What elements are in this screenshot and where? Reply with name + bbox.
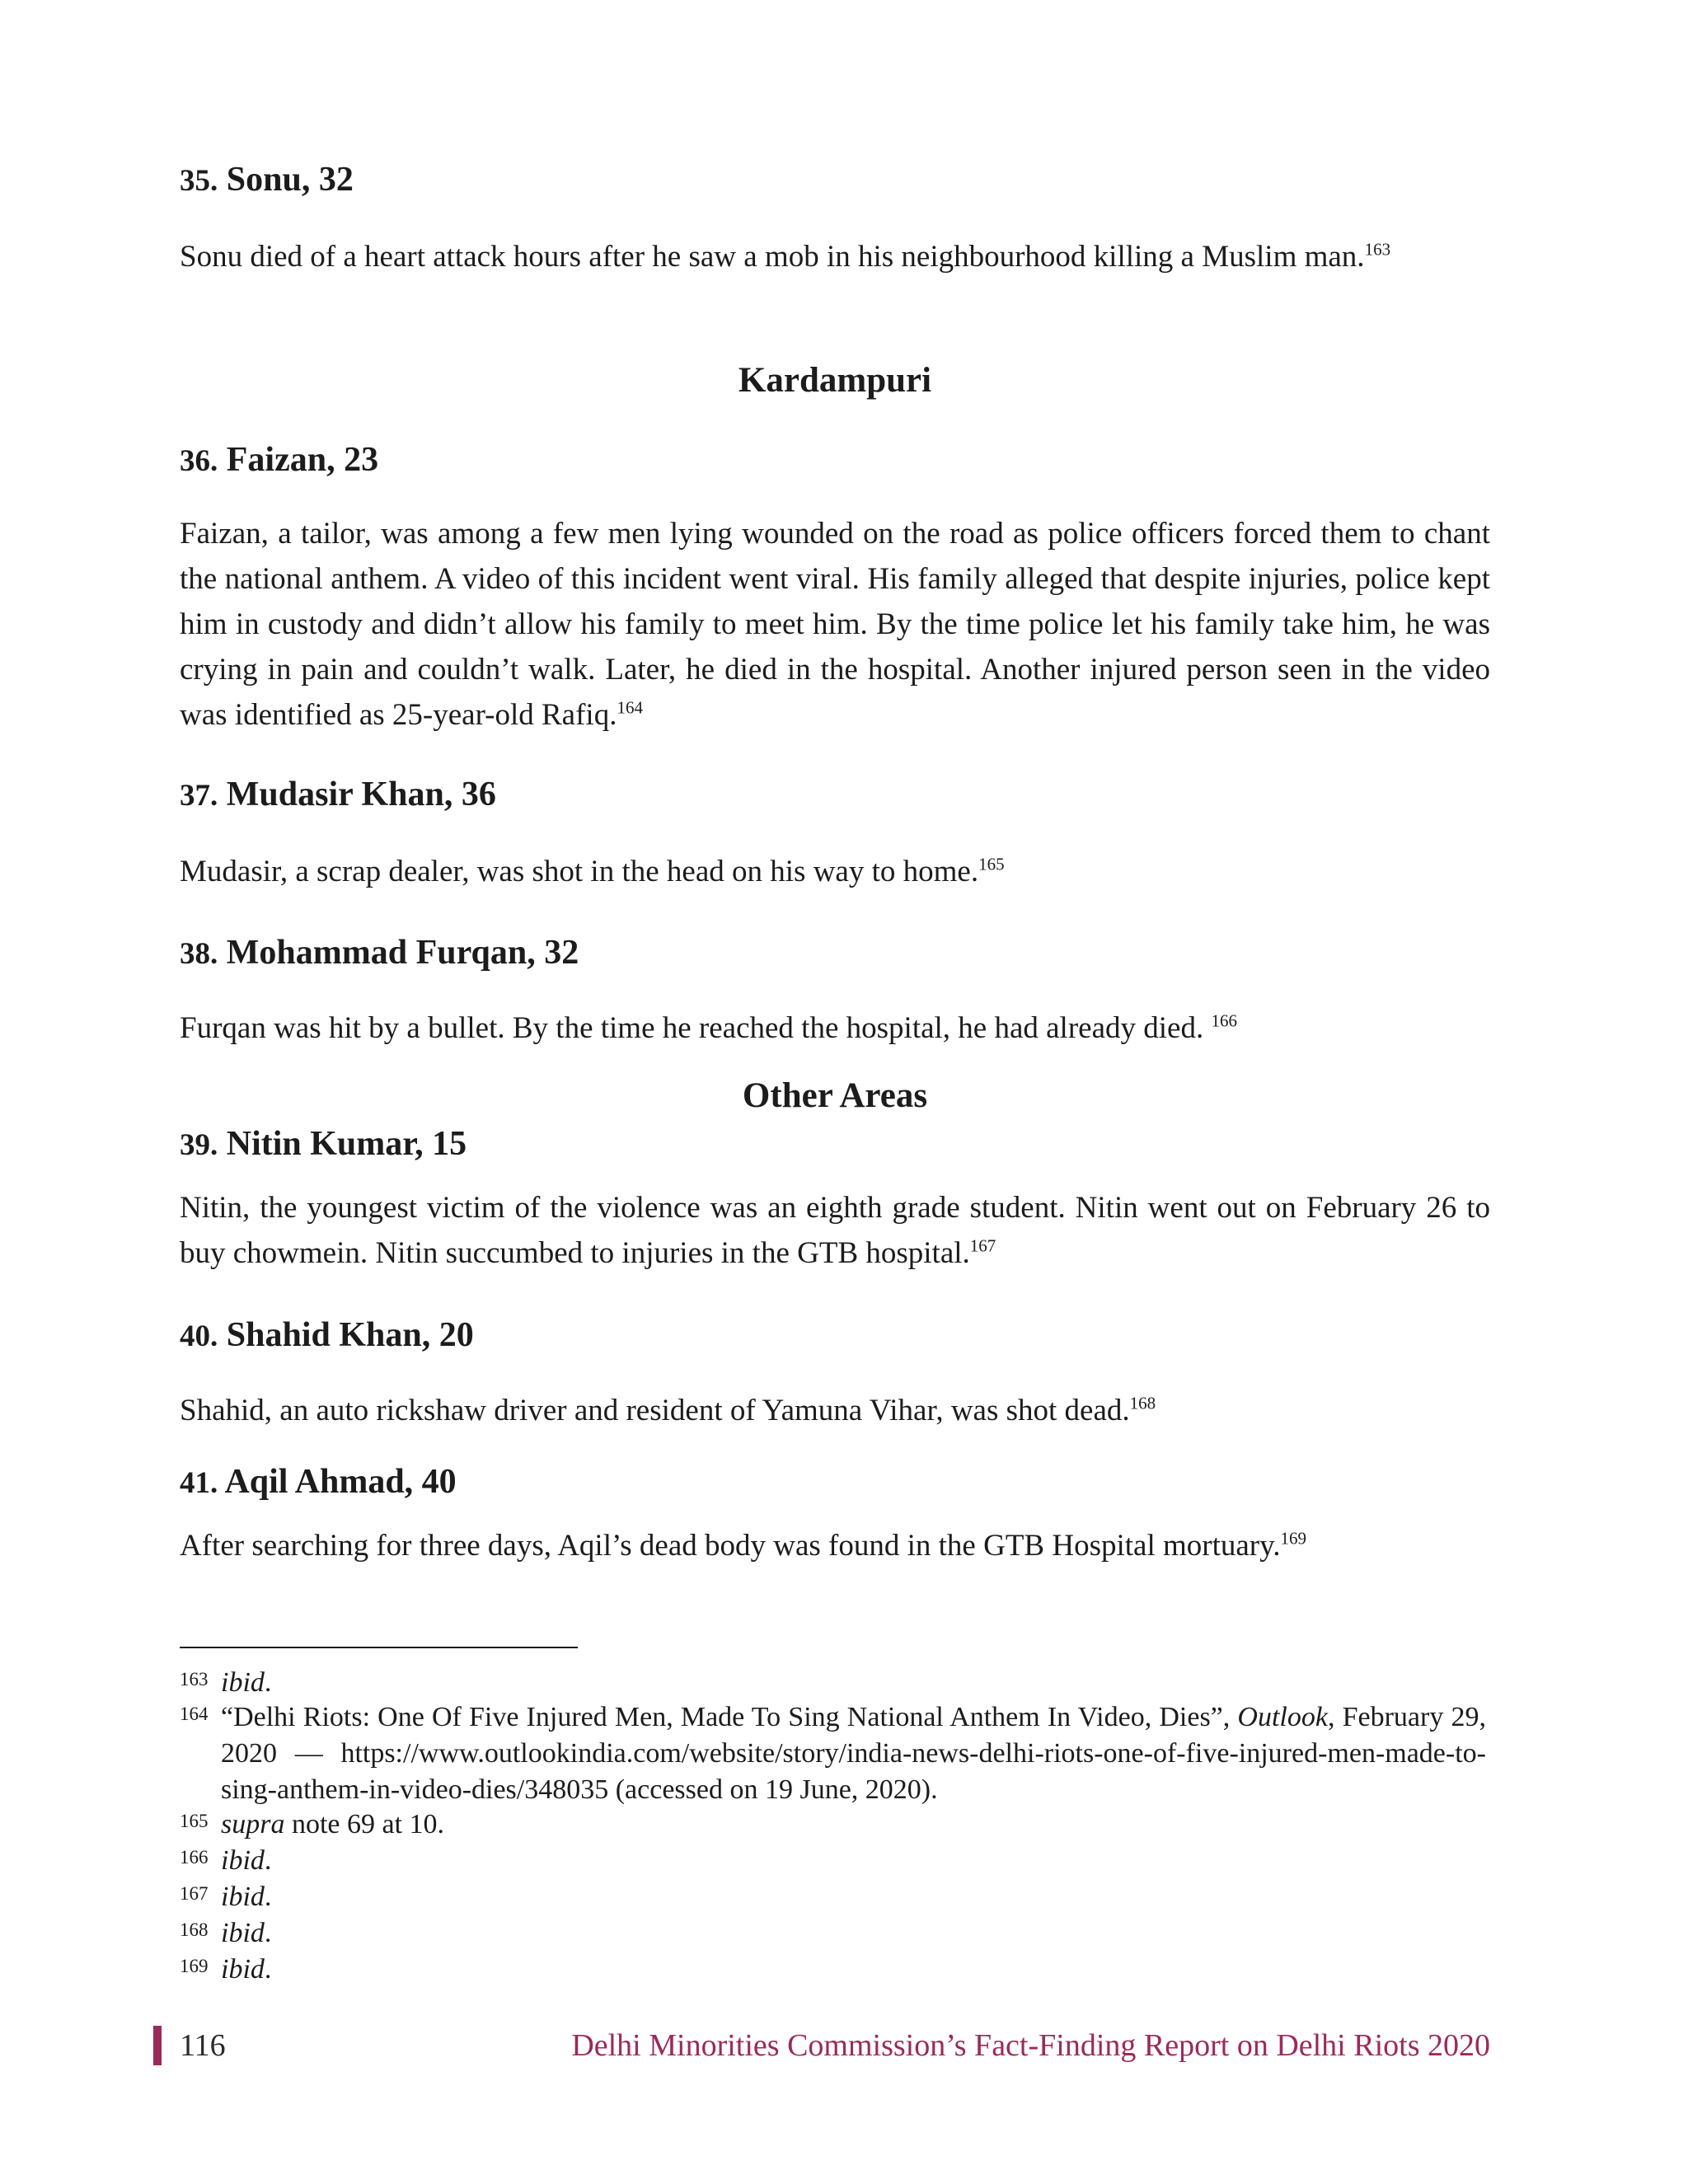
footnote: 165 supra note 69 at 10.: [180, 1809, 445, 1840]
footnote-ref: 168: [1129, 1393, 1156, 1413]
entry-heading: 37. Mudasir Khan, 36: [180, 776, 496, 813]
entry-paragraph: Nitin, the youngest victim of the violence was an eighth grade student. Nitin went out on February 26 to buy chowmein. Nitin succumbed to injuries in the GTB hospital.$^{167}$: [180, 1191, 1490, 1270]
footnote-ref: 169: [1280, 1528, 1306, 1549]
footnote: 164 “Delhi Riots: One Of Five Injured Men, Made To Sing National Anthem In Video, Dies”, Outlook, February 29, 2020 — https://www.outlookindia.com/website/story/india-news-delhi-riots-one-of-five-injured-men-made-to-sing-anthem-in-video-dies/348035 (accessed on 19 June, 2020).: [180, 1702, 1486, 1805]
footnote: 169 ibid.: [180, 1954, 272, 1985]
entry-heading: 36. Faizan, 23: [180, 441, 379, 479]
entry-heading: 41. Aqil Ahmad, 40: [180, 1463, 457, 1501]
entry-heading: 38. Mohammad Furqan, 32: [180, 934, 579, 972]
footnote-separator: [180, 1647, 578, 1648]
footnote-ref: 163: [1364, 239, 1391, 260]
footnote-ref: 166: [1211, 1010, 1237, 1031]
entry-paragraph: Sonu died of a heart attack hours after he saw a mob in his neighbourhood killing a Muslim man.$^{163}$: [180, 239, 1391, 274]
running-footer-title: Delhi Minorities Commission’s Fact-Finding Report on Delhi Riots 2020: [571, 2028, 1490, 2063]
footnote-ref: 165: [978, 854, 1005, 874]
entry-paragraph: Furqan was hit by a bullet. By the time he reached the hospital, he had already died. $^{166}$: [180, 1010, 1237, 1045]
page-number: 116: [180, 2028, 226, 2063]
section-heading-other-areas: Other Areas: [742, 1076, 928, 1115]
entry-paragraph: Shahid, an auto rickshaw driver and resident of Yamuna Vihar, was shot dead.$^{168}$: [180, 1393, 1156, 1427]
entry-paragraph: After searching for three days, Aqil’s dead body was found in the GTB Hospital mortuary.$^{169}$: [180, 1528, 1306, 1563]
entry-paragraph: Mudasir, a scrap dealer, was shot in the head on his way to home.$^{165}$: [180, 854, 1005, 888]
section-heading-kardampuri: Kardampuri: [738, 361, 932, 400]
entry-heading: 35. Sonu, 32: [180, 161, 354, 199]
entry-paragraph: Faizan, a tailor, was among a few men lying wounded on the road as police officers forced them to chant the national anthem. A video of this incident went viral. His family alleged that despite injuries, police kept him in custody and didn’t allow his family to meet him. By the time police let his family take him, he was crying in pain and couldn’t walk. Later, he died in the hospital. Another injured person seen in the video was identified as 25-year-old Rafiq.$^{164}$: [180, 517, 1490, 732]
footnote: 168 ibid.: [180, 1918, 272, 1948]
footnote: 163 ibid.: [180, 1667, 272, 1698]
footnote: 166 ibid.: [180, 1845, 272, 1876]
entry-heading: 39. Nitin Kumar, 15: [180, 1125, 467, 1163]
entry-heading: 40. Shahid Khan, 20: [180, 1316, 474, 1354]
footnote: 167 ibid.: [180, 1882, 272, 1912]
footnote-ref: 167: [969, 1235, 996, 1256]
footer-accent-bar: [153, 2026, 162, 2065]
footnote-ref: 164: [617, 697, 643, 718]
